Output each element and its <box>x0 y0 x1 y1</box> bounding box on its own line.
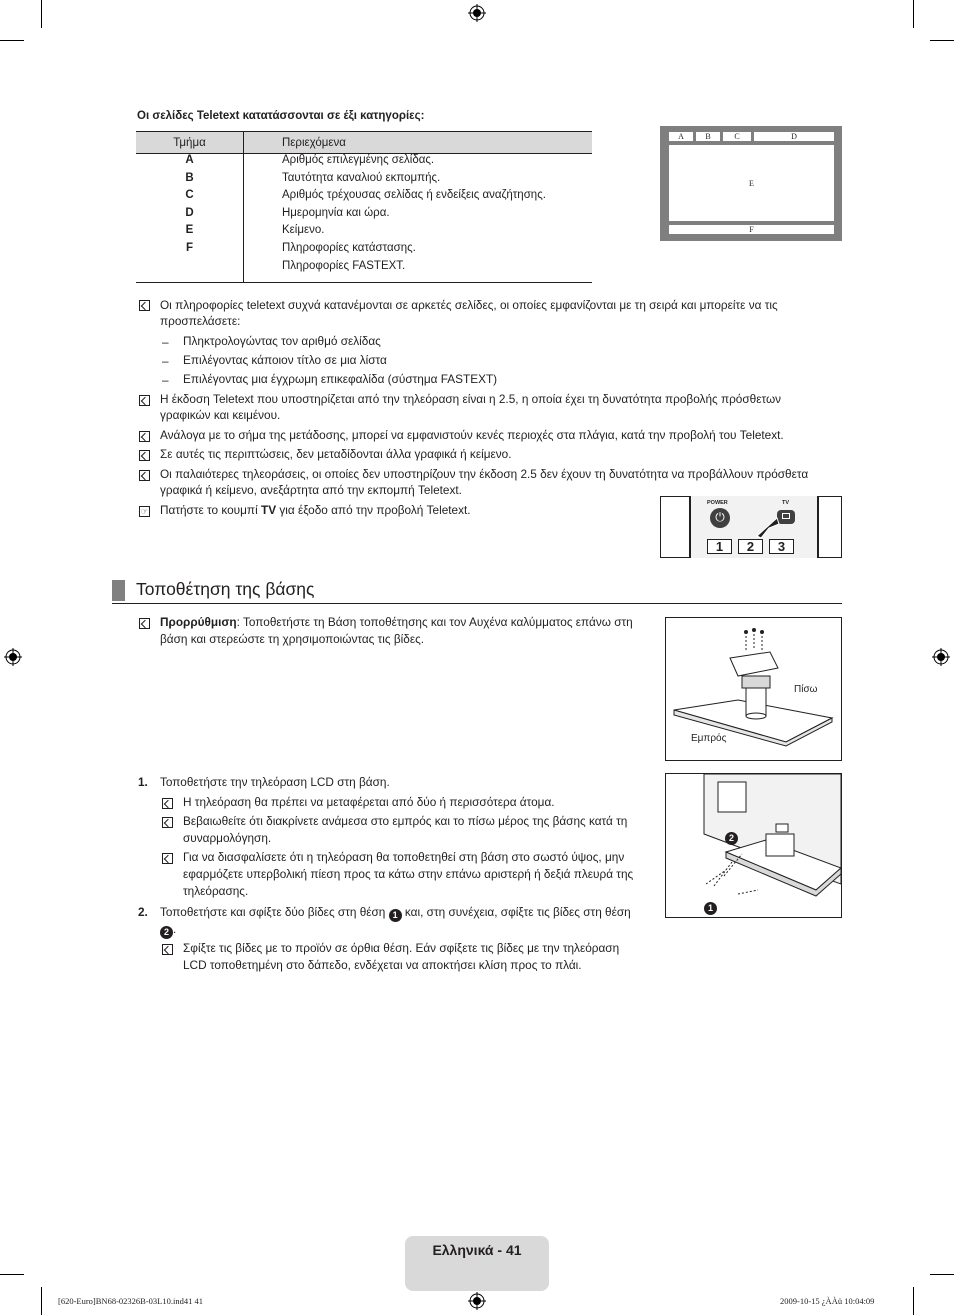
table-row <box>136 172 592 190</box>
crop-mark <box>41 1287 42 1315</box>
step-text-part: και, στη συνέχεια, σφίξτε τις βίδες στη θέση <box>401 905 631 919</box>
table-cell: B <box>136 172 244 190</box>
registration-mark-icon <box>468 4 486 22</box>
table-cell: Κείμενο. <box>282 224 325 237</box>
note-text: Οι παλαιότερες τηλεοράσεις, οι οποίες δεν υποστηρίζουν την έκδοση 2.5 δεν έχουν τη δυνατότητα να προβάλλουν πρόσθετα <box>160 467 809 481</box>
note-icon <box>162 853 173 864</box>
step-text-part: . <box>173 922 177 936</box>
dash-bullet: – <box>162 373 169 387</box>
step-text <box>160 921 176 939</box>
heading-bar <box>112 580 125 601</box>
page-footer <box>405 1236 549 1291</box>
table-row <box>136 207 592 225</box>
table-cell <box>136 260 244 283</box>
region-d-label: D <box>754 132 834 141</box>
preparation-note: βάση και στερεώστε τη χρησιμοποιώντας τις βίδες. <box>160 632 425 646</box>
position-1-marker: 1 <box>704 902 717 915</box>
position-2-marker: 2 <box>160 926 173 939</box>
registration-mark-icon <box>468 1292 486 1310</box>
note-text: Ανάλογα με το σήμα της μετάδοσης, μπορεί να εμφανιστούν κενές περιοχές στα πλάγια, κατά την προβολή του Teletext. <box>160 428 784 442</box>
registration-mark-icon <box>4 648 22 666</box>
region-c-label: C <box>723 132 751 141</box>
key-2: 2 <box>738 539 763 554</box>
note-text: γραφικά ή κείμενο, ανεξάρτητα από την εκπομπή Teletext. <box>160 483 462 497</box>
back-label: Πίσω <box>794 684 818 695</box>
crop-mark <box>930 1274 954 1275</box>
position-2-marker: 2 <box>725 832 738 845</box>
note-text: Βεβαιωθείτε ότι διακρίνετε ανάμεσα στο εμπρός και το πίσω μέρος της βάσης κατά τη <box>183 814 628 828</box>
note-text: Η έκδοση Teletext που υποστηρίζεται από την τηλεόραση είναι η 2.5, η οποία έχει τη δυνατότητα προβολής πρόσθετων <box>160 392 782 406</box>
step-text <box>160 904 631 922</box>
teletext-screen-diagram <box>660 126 842 241</box>
hand-icon: ☞ <box>140 507 149 516</box>
note-text: τηλεόρασης. <box>183 884 249 898</box>
table-row <box>136 154 592 172</box>
region-b-label: B <box>696 132 720 141</box>
note-icon <box>139 395 150 406</box>
note-text: Σφίξτε τις βίδες με το προϊόν σε όρθια θέση. Εάν σφίξετε τις βίδες με την τηλεόραση <box>183 941 620 955</box>
region-e-label: E <box>749 179 754 188</box>
table-cell: Ημερομηνία και ώρα. <box>282 206 390 219</box>
crop-mark <box>0 40 24 41</box>
list-item: Πληκτρολογώντας τον αριθμό σελίδας <box>183 334 381 348</box>
pointer-arrow-icon <box>755 516 781 538</box>
teletext-sections-table <box>136 131 592 283</box>
tv-mount-illustration-icon <box>666 774 841 917</box>
tv-mount-diagram <box>665 773 842 918</box>
region-f-label: F <box>669 225 834 234</box>
table-cell: D <box>136 207 244 225</box>
table-cell: Αριθμός επιλεγμένης σελίδας. <box>282 154 435 166</box>
table-cell: Πληροφορίες κατάστασης. <box>282 241 416 254</box>
print-slug-right: 2009-10-15 ¿ÀÀü 10:04:09 <box>780 1296 875 1306</box>
step-text-part: Τοποθετήστε και σφίξτε δύο βίδες στη θέση <box>160 905 389 919</box>
note-text: συναρμολόγηση. <box>183 831 272 845</box>
key-1: 1 <box>707 539 732 554</box>
crop-mark <box>41 0 42 28</box>
preparation-label: Προρρύθμιση <box>160 615 237 629</box>
note-text <box>160 502 471 519</box>
crop-mark <box>913 0 914 28</box>
note-text: γραφικών και κειμένου. <box>160 408 281 422</box>
page-number: Ελληνικά - 41 <box>432 1242 522 1258</box>
region-e <box>669 145 834 221</box>
remote-illustration <box>660 496 842 558</box>
step-number: 1. <box>138 775 148 789</box>
table-cell: C <box>136 189 244 207</box>
front-label: Εμπρός <box>691 733 727 744</box>
crop-mark <box>913 1287 914 1315</box>
note-icon <box>162 817 173 828</box>
column-header: Περιεχόμενα <box>244 132 593 154</box>
note-text: εφαρμόζετε υπερβολική πίεση προς τα κάτω στην επάνω αριστερή ή δεξιά πλευρά της <box>183 867 634 881</box>
note-text: Οι πληροφορίες teletext συχνά κατανέμονται σε αρκετές σελίδες, οι οποίες εμφανίζονται με τη σειρά και μπορείτε να τις <box>160 298 778 312</box>
table-cell: E <box>136 224 244 242</box>
note-icon <box>139 300 150 311</box>
dash-bullet: – <box>162 335 169 349</box>
note-text: Η τηλεόραση θα πρέπει να μεταφέρεται από δύο ή περισσότερα άτομα. <box>183 795 555 809</box>
table-row <box>136 260 592 283</box>
table-row <box>136 189 592 207</box>
power-label: POWER <box>707 500 728 506</box>
table-cell: A <box>136 154 244 172</box>
note-icon <box>139 431 150 442</box>
note-text-part: για έξοδο από την προβολή Teletext. <box>276 503 471 517</box>
step-text: Τοποθετήστε την τηλεόραση LCD στη βάση. <box>160 775 390 789</box>
dash-bullet: – <box>162 354 169 368</box>
crop-mark <box>930 40 954 41</box>
power-icon: ⏻ <box>710 508 730 528</box>
note-icon <box>162 944 173 955</box>
table-cell: Πληροφορίες FASTEXT. <box>244 260 593 283</box>
note-text: Για να διασφαλίσετε ότι η τηλεόραση θα τοποθετηθεί στη βάση στο σωστό ύψος, μην <box>183 850 625 864</box>
step-number: 2. <box>138 905 148 919</box>
note-icon <box>139 618 150 629</box>
note-icon <box>162 798 173 809</box>
preparation-text: : Τοποθετήστε τη Βάση τοποθέτησης και τον Αυχένα καλύμματος επάνω στη <box>236 615 633 629</box>
preparation-note <box>160 614 633 631</box>
key-3: 3 <box>769 539 794 554</box>
note-icon <box>139 450 150 461</box>
section-title: Τοποθέτηση της βάσης <box>136 579 315 599</box>
list-item: Επιλέγοντας κάποιον τίτλο σε μια λίστα <box>183 353 387 367</box>
tv-key-name: TV <box>260 503 277 517</box>
note-text: LCD τοποθετημένη στο δάπεδο, ενδέχεται να αποκτήσει κλίση προς το πλάι. <box>183 958 582 972</box>
note-text-part: Πατήστε το κουμπί <box>160 503 261 517</box>
note-text: προσπελάσετε: <box>160 314 241 328</box>
table-cell: F <box>136 242 244 260</box>
table-intro: Οι σελίδες Teletext κατατάσσονται σε έξι κατηγορίες: <box>137 110 425 122</box>
table-row <box>136 224 592 242</box>
table-row <box>136 242 592 260</box>
crop-mark <box>0 1274 24 1275</box>
list-item: Επιλέγοντας μια έγχρωμη επικεφαλίδα (σύστημα FASTEXT) <box>183 372 498 386</box>
print-slug-left: [620-Euro]BN68-02326B-03L10.ind41 41 <box>58 1296 203 1306</box>
column-header: Τμήμα <box>136 132 244 154</box>
registration-mark-icon <box>932 648 950 666</box>
tv-label: TV <box>782 500 790 506</box>
note-icon <box>139 470 150 481</box>
section-heading <box>112 578 842 604</box>
region-a-label: A <box>669 132 693 141</box>
stand-diagram <box>665 617 842 761</box>
note-text: Σε αυτές τις περιπτώσεις, δεν μεταδίδονται άλλα γραφικά ή κείμενο. <box>160 447 512 461</box>
table-cell: Αριθμός τρέχουσας σελίδας ή ενδείξεις αναζήτησης. <box>282 189 546 202</box>
position-1-marker: 1 <box>389 909 402 922</box>
table-cell: Ταυτότητα καναλιού εκπομπής. <box>282 171 441 184</box>
